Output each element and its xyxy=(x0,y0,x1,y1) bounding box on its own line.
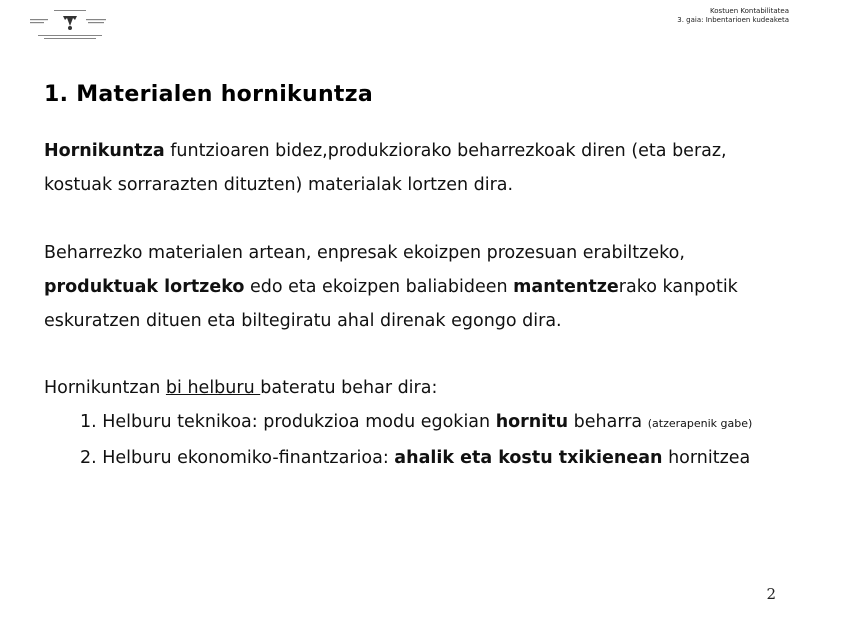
term-hornikuntza: Hornikuntza xyxy=(44,141,165,161)
bold-term: hornitu xyxy=(495,412,569,432)
bold-term: produktuak lortzeko xyxy=(44,277,245,297)
underlined-term: bi helburu xyxy=(165,378,261,398)
list-item-text: hornitzea xyxy=(662,448,751,468)
list-item xyxy=(80,441,752,475)
chapter-title: 3. gaia: Inbentarioen kudeaketa xyxy=(677,16,789,24)
list-item-note: (atzerapenik gabe) xyxy=(647,417,753,430)
paragraph-text: funtzioaren bidez,produkziorako beharrezkoak diren (eta beraz, xyxy=(164,141,727,161)
paragraph-definition xyxy=(44,134,834,202)
list-item xyxy=(80,405,752,441)
document-header xyxy=(677,7,789,25)
paragraph-text: Beharrezko materialen artean, enpresak ekoizpen prozesuan erabiltzeko, xyxy=(44,243,685,263)
paragraph-text: kostuak sorrarazten dituzten) materialak lortzen dira. xyxy=(44,175,514,195)
paragraph-goals xyxy=(44,371,834,405)
bold-term: mantentze xyxy=(513,277,619,297)
paragraph-text: bateratu behar dira: xyxy=(260,378,438,398)
course-title: Kostuen Kontabilitatea xyxy=(710,7,789,15)
paragraph-text: rako kanpotik xyxy=(618,277,738,297)
goals-list xyxy=(80,405,752,475)
paragraph-text: Hornikuntzan xyxy=(44,378,166,398)
list-item-text: 2. Helburu ekonomiko-finantzarioa: xyxy=(80,448,395,468)
paragraph-text: eskuratzen dituen eta biltegiratu ahal direnak egongo dira. xyxy=(44,311,562,331)
paragraph-materials xyxy=(44,236,834,338)
list-item-text: 1. Helburu teknikoa: produkzioa modu egokian xyxy=(80,412,496,432)
bold-term: ahalik eta kostu txikienean xyxy=(394,448,663,468)
list-item-text: beharra xyxy=(568,412,648,432)
section-title: 1. Materialen hornikuntza xyxy=(44,82,373,107)
page-number: 2 xyxy=(766,585,776,603)
university-logo xyxy=(30,8,110,44)
paragraph-text: edo eta ekoizpen baliabideen xyxy=(244,277,514,297)
